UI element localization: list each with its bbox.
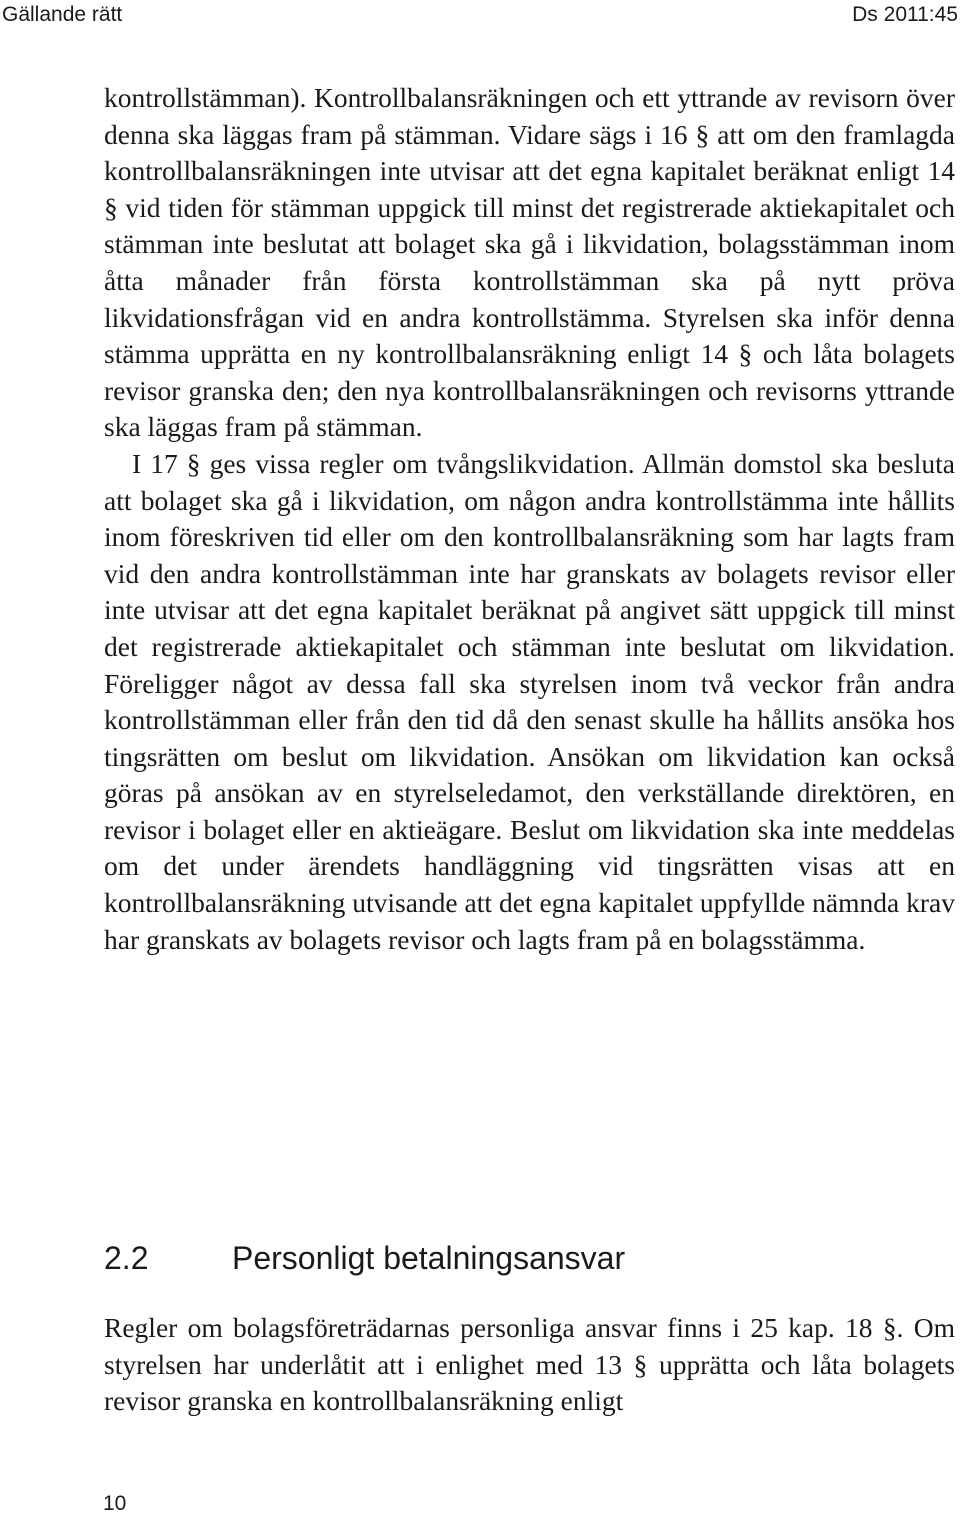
section-title: Personligt betalningsansvar	[232, 1240, 626, 1276]
running-header	[0, 0, 960, 30]
body-paragraph-1: kontrollstämman). Kontrollbalansräkningen och ett yttrande av revisorn över denna ska läggas fram på stämman. Vidare sägs i 16 § att om den framlagda kontrollbalansräkningen inte utvisar att det egna kapitalet beräknat enligt 14 § vid tiden för stämman uppgick till minst det registrerade aktiekapitalet och stämman inte beslutat att bolaget ska gå i likvidation, bolagsstämman inom åtta månader från första kontrollstämman ska på nytt pröva likvidationsfrågan vid en andra kontrollstämma. Styrelsen ska inför denna stämma upprätta en ny kontrollbalansräkning enligt 14 § och låta bolagets revisor granska den; den nya kontrollbalansräkningen och revisorns yttrande ska läggas fram på stämman.	[104, 82, 955, 443]
header-chapter-title: Gällande rätt	[2, 3, 123, 26]
header-document-id: Ds 2011:45	[852, 3, 958, 26]
section-paragraph: Regler om bolagsföreträdarnas personliga ansvar finns i 25 kap. 18 §. Om styrelsen har underlåtit att i enlighet med 13 § upprätta och låta bolagets revisor granska en kontrollbalansräkning enligt	[104, 1312, 955, 1417]
page-number: 10	[103, 1492, 127, 1515]
main-text	[104, 80, 955, 958]
section-heading	[104, 1236, 955, 1280]
section-text	[104, 1310, 955, 1420]
section-number: 2.2	[104, 1240, 149, 1276]
body-paragraph-2: I 17 § ges vissa regler om tvångslikvidation. Allmän domstol ska besluta att bolaget ska gå i likvidation, om någon andra kontrollstämma inte hållits inom föreskriven tid eller om den kontrollbalansräkning som har lagts fram vid den andra kontrollstämman inte har granskats av bolagets revisor eller inte utvisar att det egna kapitalet beräknat på angivet sätt uppgick till minst det registrerade aktiekapitalet och stämman inte beslutat om likvidation. Föreligger något av dessa fall ska styrelsen inom två veckor från andra kontrollstämman eller från den tid då den senast skulle ha hållits ansöka hos tingsrätten om beslut om likvidation. Ansökan om likvidation kan också göras på ansökan av en styrelseledamot, den verkställande direktören, en revisor i bolaget eller en aktieägare. Beslut om likvidation ska inte meddelas om det under ärendets handläggning vid tingsrätten visas att en kontrollbalansräkning utvisande att det egna kapitalet uppfyllde nämnda krav har granskats av bolagets revisor och lagts fram på en bolagsstämma.	[104, 447, 955, 955]
